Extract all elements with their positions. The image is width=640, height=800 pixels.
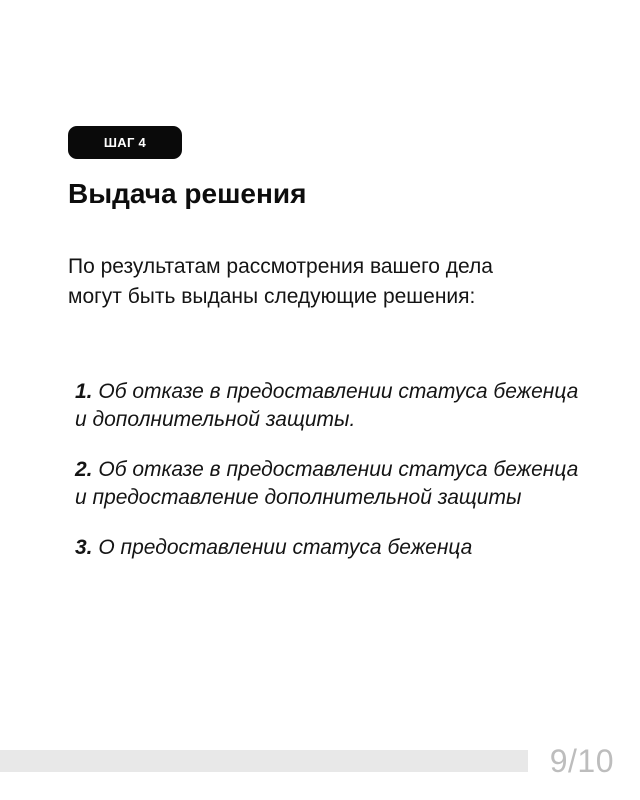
option-text: О предоставлении статуса беженца <box>98 536 473 559</box>
page-title: Выдача решения <box>68 178 307 209</box>
option-number: 3. <box>75 536 93 559</box>
option-text: Об отказе в предоставлении статуса беженца и дополнительной защиты. <box>75 380 579 431</box>
decision-options-list <box>75 378 595 584</box>
decision-option-1 <box>75 378 595 434</box>
intro-paragraph: По результатам рассмотрения вашего дела могут быть выданы следующие решения: <box>68 255 493 308</box>
option-number: 2. <box>75 458 93 481</box>
step-badge: ШАГ 4 <box>68 126 182 159</box>
option-text: Об отказе в предоставлении статуса беженца и предоставление дополнительной защиты <box>75 458 579 509</box>
decision-option-2 <box>75 456 595 512</box>
decision-option-3 <box>75 534 595 562</box>
page-counter: 9/10 <box>549 743 614 779</box>
progress-bar <box>0 750 528 772</box>
option-number: 1. <box>75 380 93 403</box>
